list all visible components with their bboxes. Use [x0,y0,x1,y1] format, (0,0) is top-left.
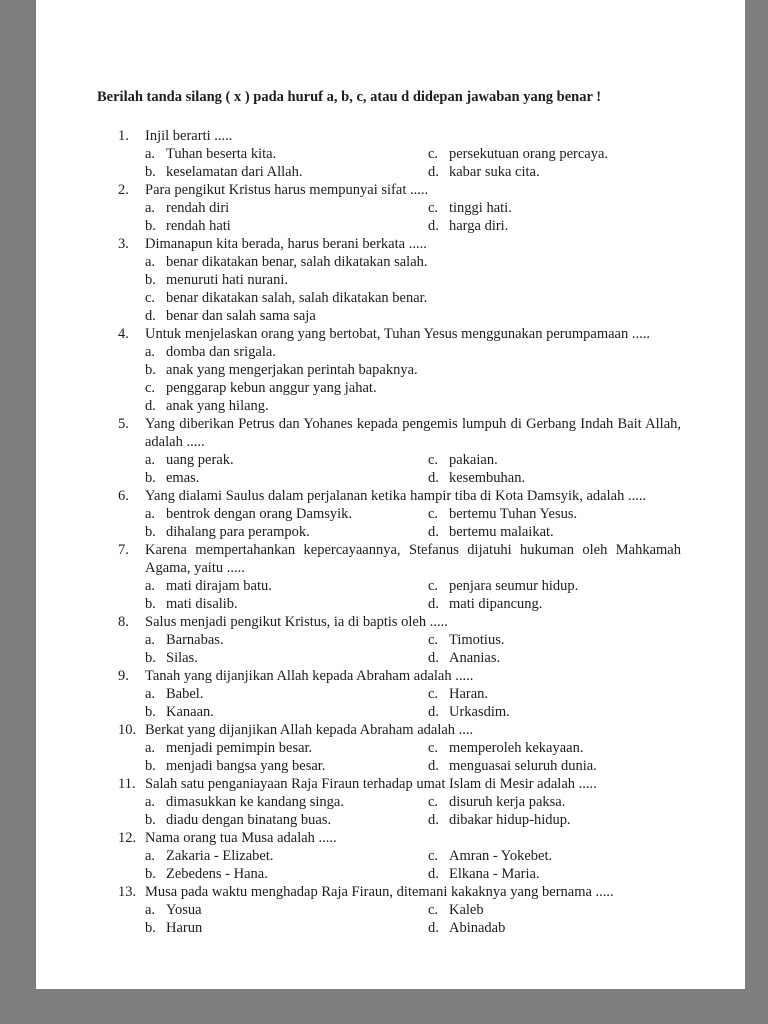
option [145,685,428,703]
option-text: anak yang mengerjakan perintah bapaknya. [166,362,418,378]
options [145,577,681,613]
option-text: memperoleh kekayaan. [449,740,584,756]
option [145,343,681,361]
question-body [145,829,681,883]
option-label: d. [428,812,439,828]
option-label: b. [145,524,156,540]
question-body [145,325,681,415]
option-label: d. [428,650,439,666]
option-label: d. [428,596,439,612]
option [428,739,583,757]
option-row [145,739,681,757]
options [145,739,681,775]
option [145,595,428,613]
option [145,523,428,541]
question-number: 8. [118,614,129,630]
option [145,451,428,469]
option-text: kesembuhan. [449,470,526,486]
option-label: b. [145,362,156,378]
option-label: c. [428,200,439,216]
question-body [145,775,681,829]
options [145,847,681,883]
option [428,757,597,775]
question [118,235,681,325]
question [118,181,681,235]
option-row [145,793,681,811]
document-page [36,0,745,989]
option-label: b. [145,758,156,774]
option-row [145,919,681,937]
option [145,271,681,289]
option-row [145,865,681,883]
option-row [145,577,681,595]
option [428,199,512,217]
question-body [145,721,681,775]
question-body [145,181,681,235]
option [428,505,577,523]
option-row [145,217,681,235]
option-text: Urkasdim. [449,704,510,720]
options [145,901,681,937]
option [145,307,681,325]
option-text: Kaleb [449,902,484,918]
question-body [145,667,681,721]
option-label: c. [428,578,439,594]
option-text: dihalang para perampok. [166,524,310,540]
option-row [145,811,681,829]
option-row [145,649,681,667]
option-text: menuruti hati nurani. [166,272,289,288]
option-label: c. [428,506,439,522]
questions-list [97,127,681,937]
question-number: 4. [118,326,129,342]
question-body [145,487,681,541]
question [118,667,681,721]
option-label: b. [145,704,156,720]
option-label: a. [145,794,156,810]
question [118,325,681,415]
option-label: c. [145,380,156,396]
option-row [145,505,681,523]
option-text: uang perak. [166,452,234,468]
option-text: kabar suka cita. [449,164,540,180]
question-text: Karena mempertahankan kepercayaannya, Stefanus dijatuhi hukuman oleh Mahkamah Agama, yaitu ..... [145,542,681,576]
options [145,199,681,235]
option-label: c. [428,740,439,756]
option-label: d. [145,308,156,324]
option-label: d. [428,866,439,882]
option-text: Zebedens - Hana. [166,866,268,882]
option [145,379,681,397]
question-body [145,235,681,325]
instructions-title: Berilah tanda silang ( x ) pada huruf a, b, c, atau d didepan jawaban yang benar ! [97,89,602,105]
option-text: disuruh kerja paksa. [449,794,566,810]
option-label: c. [428,794,439,810]
option [145,253,681,271]
option-label: c. [428,848,439,864]
option-text: Harun [166,920,203,936]
option-label: a. [145,848,156,864]
question-text: Yang dialami Saulus dalam perjalanan ketika hampir tiba di Kota Damsyik, adalah ..... [145,488,647,504]
option-text: rendah hati [166,218,231,234]
option-text: benar dan salah sama saja [166,308,316,324]
option-label: a. [145,506,156,522]
option [428,577,578,595]
question-body [145,541,681,613]
options [145,451,681,487]
question [118,415,681,487]
option-label: a. [145,686,156,702]
option-text: Barnabas. [166,632,224,648]
option [145,739,428,757]
option-row [145,451,681,469]
option-label: c. [428,632,439,648]
question-text: Dimanapun kita berada, harus berani berkata ..... [145,236,427,252]
option-text: dibakar hidup-hidup. [449,812,571,828]
option-text: rendah diri [166,200,230,216]
question-text: Musa pada waktu menghadap Raja Firaun, ditemani kakaknya yang bernama ..... [145,884,614,900]
option-label: d. [428,704,439,720]
option [145,847,428,865]
option [145,757,428,775]
option [145,163,428,181]
option-text: Yosua [166,902,202,918]
option-text: mati dirajam batu. [166,578,272,594]
option-label: a. [145,344,156,360]
question-text: Para pengikut Kristus harus mempunyai sifat ..... [145,182,429,198]
option-text: Amran - Yokebet. [449,848,553,864]
option [428,685,488,703]
option-label: a. [145,254,156,270]
option-text: Zakaria - Elizabet. [166,848,274,864]
option [145,703,428,721]
option-row [145,163,681,181]
option-label: d. [428,164,439,180]
option-row [145,145,681,163]
option-label: a. [145,578,156,594]
option-label: a. [145,740,156,756]
question-text: Nama orang tua Musa adalah ..... [145,830,337,846]
option-label: d. [428,470,439,486]
option [145,217,428,235]
option-text: menjadi pemimpin besar. [166,740,313,756]
question-text: Yang diberikan Petrus dan Yohanes kepada pengemis lumpuh di Gerbang Indah Bait Allah, adalah ..... [145,416,681,450]
option-label: c. [145,290,156,306]
option-text: bertemu Tuhan Yesus. [449,506,578,522]
question-text: Berkat yang dijanjikan Allah kepada Abraham adalah .... [145,722,474,738]
question-text: Salah satu penganiayaan Raja Firaun terhadap umat Islam di Mesir adalah ..... [145,776,597,792]
question-body [145,127,681,181]
option [145,397,681,415]
question [118,721,681,775]
option-label: b. [145,866,156,882]
options [145,685,681,721]
option-row [145,757,681,775]
option-label: c. [428,902,439,918]
option-label: c. [428,452,439,468]
option-label: b. [145,650,156,666]
option [428,163,540,181]
option-label: d. [145,398,156,414]
option-label: b. [145,470,156,486]
question-number: 3. [118,236,129,252]
options [145,793,681,829]
option [428,919,505,937]
option-label: a. [145,452,156,468]
option-label: d. [428,218,439,234]
option-label: b. [145,920,156,936]
option-text: mati disalib. [166,596,238,612]
option [428,523,554,541]
option-text: keselamatan dari Allah. [166,164,303,180]
option [145,631,428,649]
option-text: harga diri. [449,218,509,234]
option-row [145,199,681,217]
option-text: Babel. [166,686,204,702]
option [145,361,681,379]
question [118,613,681,667]
option-row [145,703,681,721]
option-text: Tuhan beserta kita. [166,146,277,162]
option-text: tinggi hati. [449,200,512,216]
option-label: d. [428,758,439,774]
option [428,901,484,919]
option-text: Elkana - Maria. [449,866,540,882]
option-text: bertemu malaikat. [449,524,554,540]
option [145,649,428,667]
question-number: 1. [118,128,129,144]
option-label: a. [145,632,156,648]
option-row [145,631,681,649]
option [428,865,540,883]
option-label: b. [145,218,156,234]
option [428,811,571,829]
option [428,631,504,649]
option [428,703,510,721]
option-label: a. [145,200,156,216]
option-label: b. [145,272,156,288]
question-number: 5. [118,416,129,432]
option-row [145,685,681,703]
option [145,577,428,595]
question-body [145,883,681,937]
option-text: pakaian. [449,452,498,468]
option-label: a. [145,146,156,162]
option [145,289,681,307]
option [428,469,525,487]
option [145,811,428,829]
option-text: Haran. [449,686,489,702]
option-text: emas. [166,470,200,486]
question-body [145,415,681,487]
option-row [145,469,681,487]
question-number: 9. [118,668,129,684]
question-number: 7. [118,542,129,558]
option-text: domba dan srigala. [166,344,276,360]
option [428,451,498,469]
option-text: benar dikatakan benar, salah dikatakan salah. [166,254,428,270]
option-text: penggarap kebun anggur yang jahat. [166,380,377,396]
question-number: 13. [118,884,137,900]
option-label: d. [428,524,439,540]
question-text: Tanah yang dijanjikan Allah kepada Abraham adalah ..... [145,668,474,684]
option-label: a. [145,902,156,918]
option-text: bentrok dengan orang Damsyik. [166,506,353,522]
option [428,847,552,865]
option [145,901,428,919]
option [145,199,428,217]
question-number: 12. [118,830,137,846]
option-text: Silas. [166,650,198,666]
option-row [145,523,681,541]
question [118,775,681,829]
option-text: benar dikatakan salah, salah dikatakan benar. [166,290,428,306]
question-number: 6. [118,488,129,504]
option [428,793,565,811]
option-label: d. [428,920,439,936]
question [118,883,681,937]
option [428,595,542,613]
option-label: b. [145,596,156,612]
options [145,343,681,415]
option-text: menguasai seluruh dunia. [449,758,597,774]
option-label: c. [428,686,439,702]
question-number: 11. [118,776,136,792]
option-row [145,847,681,865]
option [145,505,428,523]
options [145,145,681,181]
question-number: 2. [118,182,129,198]
option-text: Ananias. [449,650,501,666]
question [118,829,681,883]
options [145,631,681,667]
option-label: b. [145,164,156,180]
option-text: Kanaan. [166,704,214,720]
option [428,649,500,667]
option-label: c. [428,146,439,162]
option-text: persekutuan orang percaya. [449,146,609,162]
options [145,253,681,325]
option-text: diadu dengan binatang buas. [166,812,332,828]
option-row [145,595,681,613]
question [118,541,681,613]
question [118,487,681,541]
option [145,793,428,811]
document-content [36,0,745,937]
option [145,919,428,937]
option-text: mati dipancung. [449,596,543,612]
option-text: anak yang hilang. [166,398,269,414]
option-text: Timotius. [449,632,505,648]
option-label: b. [145,812,156,828]
question [118,127,681,181]
option [145,469,428,487]
option [428,145,608,163]
question-text: Untuk menjelaskan orang yang bertobat, Tuhan Yesus menggunakan perumpamaan ..... [145,326,650,342]
option-text: penjara seumur hidup. [449,578,579,594]
option [428,217,508,235]
option [145,865,428,883]
option-text: Abinadab [449,920,506,936]
option-text: dimasukkan ke kandang singa. [166,794,344,810]
option-text: menjadi bangsa yang besar. [166,758,326,774]
question-text: Salus menjadi pengikut Kristus, ia di baptis oleh ..... [145,614,448,630]
option-row [145,901,681,919]
question-text: Injil berarti ..... [145,128,233,144]
option [145,145,428,163]
question-number: 10. [118,722,137,738]
options [145,505,681,541]
question-body [145,613,681,667]
